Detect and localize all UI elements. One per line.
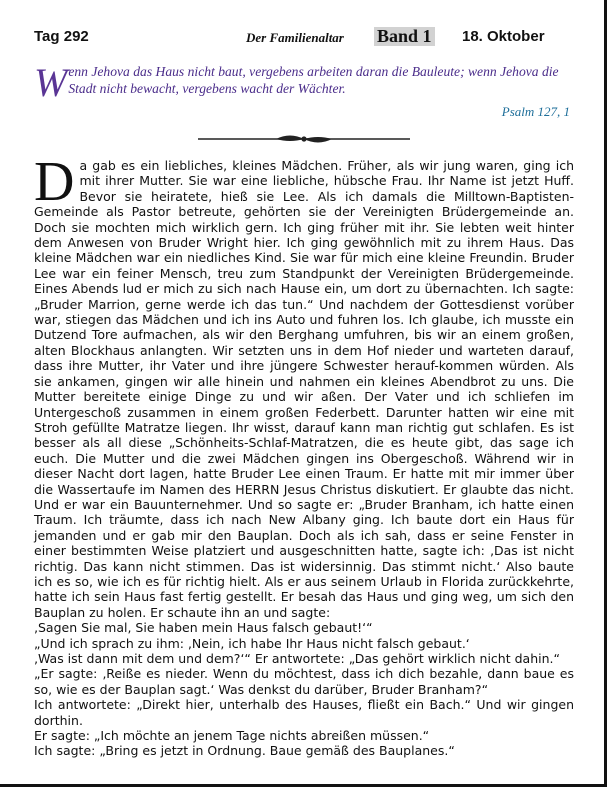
divider-ornament: [198, 131, 410, 147]
magazine-title: Der Familienaltar: [246, 30, 344, 45]
dialogue-line: ‚Sagen Sie mal, Sie haben mein Haus falsch gebaut!‘“: [34, 620, 373, 636]
motto-initial: W: [34, 60, 68, 105]
dialogue-line: „Und ich sprach zu ihm: ‚Nein, ich habe Ihr Haus nicht falsch gebaut.‘: [34, 635, 470, 651]
dialogue-line: „Er sagte: ‚Reiße es nieder. Wenn du möchtest, dass ich dich bezahle, dann baue es so, wie es der Bauplan sagt.‘ Was denkst du darüber, Bruder Branham?“: [34, 666, 574, 697]
drop-cap: D: [34, 151, 75, 213]
date-label: 18. Oktober: [462, 28, 545, 45]
dialogue-line: Ich antwortete: „Direkt hier, unterhalb des Hauses, fließt ein Bach.“ Und wir gingen dorthin.: [34, 697, 574, 728]
dialogue-line: Ich sagte: „Bring es jetzt in Ordnung. Baue gemäß des Bauplanes.“: [34, 743, 455, 759]
scripture-reference: Psalm 127, 1: [501, 104, 570, 119]
dialogue-line: ‚Was ist dann mit dem und dem?‘“ Er antwortete: „Das gehört wirklich nicht dahin.“: [34, 651, 560, 666]
scripture-motto: [34, 60, 574, 105]
motto-text: enn Jehova das Haus nicht baut, vergebens arbeiten daran die Bauleute; wenn Jehova die Stadt nicht bewacht, vergebens wacht der Wächter.: [68, 64, 559, 96]
day-number: Tag 292: [34, 28, 89, 45]
dialogue-line: Er sagte: „Ich möchte an jenem Tage nichts abreißen müssen.“: [34, 728, 430, 744]
volume-label: Band 1: [374, 27, 435, 46]
body-text: [34, 151, 574, 759]
main-paragraph: Da gab es ein liebliches, kleines Mädchen. Früher, als wir jung waren, ging ich mit ihrer Mutter. Sie war eine liebliche, hübsche Frau. Ihr Name ist jetzt Huff. Bevor sie heiratete, hieß sie Lee. Als ich damals die Milltown-Baptisten-Gemeinde als Pastor betreute, gehörten sie der Vereinigten Brüdergemeinde an. Doch sie mochten mich wirklich gern. Ich ging früher mit ihr. Sie lebten weit hinter dem Anwesen von Bruder Wright hier. Ich ging gewöhnlich mit zu ihrem Haus. Das kleine Mädchen war ein niedliches Kind. Sie war für mich eine kleine Freundin. Bruder Lee war ein feiner Mensch, treu zum Standpunkt der Vereinigten Brüdergemeinde. Eines Abends lud er mich zu sich nach Hause ein, um dort zu übernachten. Ich sagte: „Bruder Marrion, gerne werde ich das tun.“ Und nachdem der Gottesdienst vorüber war, stiegen das Mädchen und ich ins Auto und fuhren los. Ich glaube, ich musste ein Dutzend Tore aufmachen, als wir den Berghang umfuhren, bis wir an einem großen, alten Blockhaus anlangten. Wir setzten uns in dem Hof nieder und warteten darauf, dass ihre Mutter, ihr Vater und ihre jüngere Schwester herauf-kommen würden. Als sie ankamen, gingen wir alle hinein und nahmen ein kleines Abendbrot zu uns. Die Mutter bereitete einige Dinge zu und wir aßen. Der Vater und ich schliefen im Untergeschoß zusammen in einem großen Federbett. Darunter hatten wir eine mit Stroh gefüllte Matratze liegen. Ihr wisst, darauf kann man richtig gut schlafen. Es ist besser als all diese „Schönheits-Schlaf-Matratzen, die es heute gibt, das sage ich euch. Die Mutter und die zwei Mädchen gingen ins Obergeschoß. Während wir in dieser Nacht dort lagen, hatte Bruder Lee einen Traum. Er hatte mit mir immer über die Wassertaufe im Namen des HERRN Jesus Christus diskutiert. Er glaubte das nicht. Und er war ein Bauunternehmer. Und so sagte er: „Bruder Branham, ich hatte einen Traum. Ich träumte, dass ich nach New Albany ging. Ich baute dort ein Haus für jemanden und er gab mir den Bauplan. Doch als ich sah, dass er seine Fenster in einer bestimmten Weise platziert und ausgeschnitten hatte, sagte ich: ‚Das ist nicht richtig. Das kann nicht stimmen. Das ist widersinnig. Das stimmt nicht.‘ Also baute ich es so, wie ich es für richtig hielt. Als er aus seinem Urlaub in Florida zurückkehrte, hatte ich sein Haus fast fertig gestellt. Er besah das Haus und ging weg, um sich den Bauplan zu holen. Er schaute ihn an und sagte:: [34, 151, 574, 620]
